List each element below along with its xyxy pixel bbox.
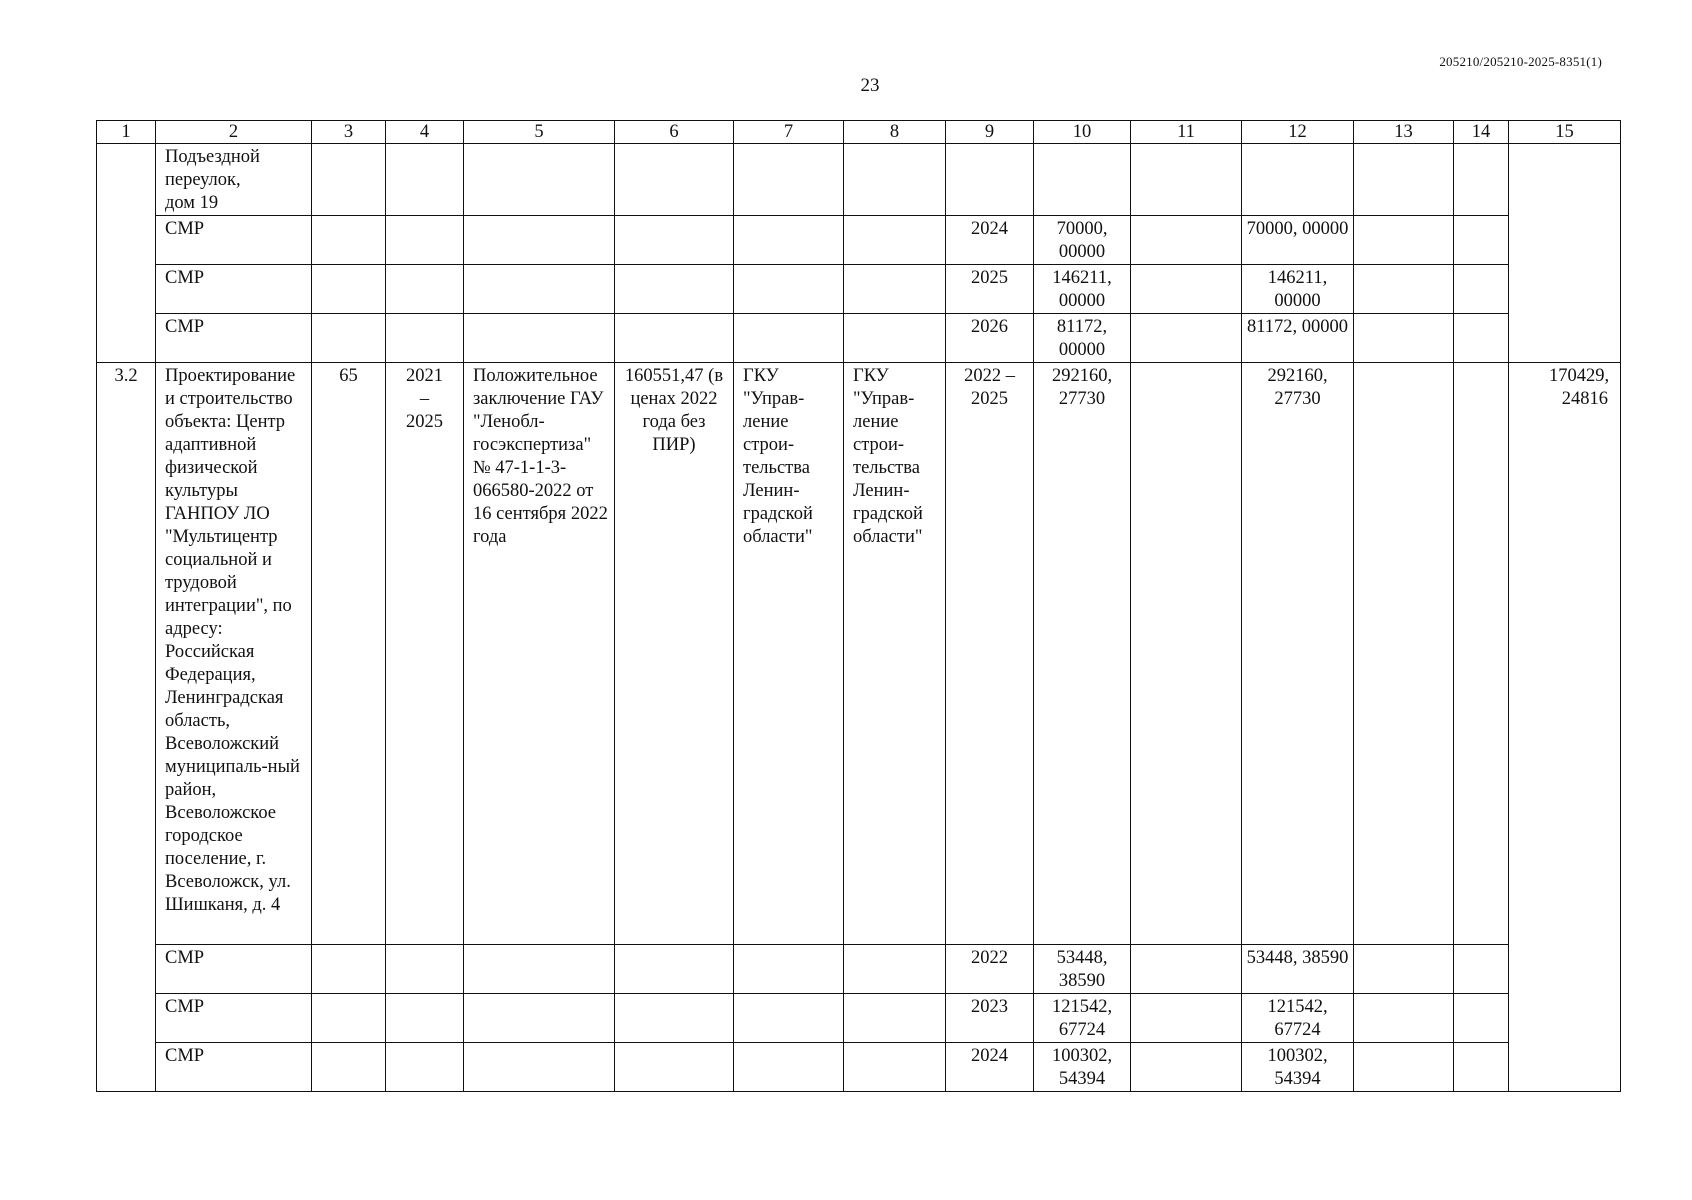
cell-empty: [615, 216, 734, 265]
row-label: СМР: [156, 265, 312, 314]
year-cell: 2026: [946, 314, 1034, 363]
cell-empty: [844, 994, 946, 1043]
column-number: 10: [1034, 121, 1131, 144]
cell-empty: [615, 945, 734, 994]
column-number: 2: [156, 121, 312, 144]
cell-empty: [734, 144, 844, 216]
cell-empty: [312, 314, 386, 363]
cell-empty: [386, 1043, 464, 1092]
column-number: 5: [464, 121, 615, 144]
cell-empty: [386, 144, 464, 216]
value-col12: 100302, 54394: [1242, 1043, 1354, 1092]
column-number: 1: [97, 121, 156, 144]
object-name: Проектирование и строительство объекта: Центр адаптивной физической культуры ГАНПОУ ЛО "Мультицентр социальной и трудовой интеграции", по адресу: Российская Федерация, Ленинградская область, Всеволожский муниципаль-ный район, Всеволожское городское поселение, г. Всеволожск, ул. Шишканя, д. 4: [156, 363, 312, 945]
cell-empty: [1454, 216, 1509, 265]
developer: ГКУ "Управ-ление строи-тельства Ленин-градской области": [844, 363, 946, 945]
cell-empty: [386, 945, 464, 994]
column-number: 13: [1354, 121, 1454, 144]
cell-empty: [1034, 144, 1131, 216]
cell-empty: [1242, 144, 1354, 216]
page-number: 23: [860, 75, 880, 96]
item-number: 3.2: [97, 363, 156, 1092]
cell-empty: [844, 144, 946, 216]
cell-empty: [1454, 144, 1509, 216]
value-col12: 121542, 67724: [1242, 994, 1354, 1043]
column-number: 6: [615, 121, 734, 144]
column-number: 8: [844, 121, 946, 144]
period-col9: 2022 – 2025: [946, 363, 1034, 945]
cell-empty: [844, 945, 946, 994]
cell-empty: [615, 314, 734, 363]
cell-empty: [1454, 1043, 1509, 1092]
expertise-conclusion: Положительное заключение ГАУ "Ленобл-госэкспертиза" № 47-1-1-3-066580-2022 от 16 сентября 2022 года: [464, 363, 615, 945]
column-number-row: [97, 121, 1621, 144]
column-number: 4: [386, 121, 464, 144]
table-row: [97, 945, 1621, 994]
cell-empty: [312, 1043, 386, 1092]
cell-empty: [615, 1043, 734, 1092]
cell-empty: [734, 1043, 844, 1092]
value-col12: 146211, 00000: [1242, 265, 1354, 314]
cell-empty: [844, 1043, 946, 1092]
cell-empty: [1131, 265, 1242, 314]
cell-empty: [312, 216, 386, 265]
column-number: 14: [1454, 121, 1509, 144]
year-cell: 2023: [946, 994, 1034, 1043]
period-col4: 2021 – 2025: [386, 363, 464, 945]
year-cell: 2024: [946, 216, 1034, 265]
cell-empty: [1131, 216, 1242, 265]
cell-empty: [386, 994, 464, 1043]
row-label: СМР: [156, 994, 312, 1043]
cell-empty: [464, 314, 615, 363]
cell-empty: [1454, 314, 1509, 363]
cell-empty: [734, 216, 844, 265]
cell-empty: [844, 265, 946, 314]
cell-empty: [1131, 144, 1242, 216]
row-label: СМР: [156, 1043, 312, 1092]
table-row: [97, 1043, 1621, 1092]
value-col10: 81172, 00000: [1034, 314, 1131, 363]
cell-empty: [615, 994, 734, 1043]
cell-empty: [1454, 363, 1509, 945]
cell-empty: [1354, 945, 1454, 994]
cell-empty: [464, 144, 615, 216]
cell-empty: [946, 144, 1034, 216]
cell-empty: [1454, 265, 1509, 314]
value-col12: 53448, 38590: [1242, 945, 1354, 994]
column-number: 9: [946, 121, 1034, 144]
value-col10: 53448, 38590: [1034, 945, 1131, 994]
cell-empty: [1131, 1043, 1242, 1092]
row-label: СМР: [156, 945, 312, 994]
row-label: СМР: [156, 216, 312, 265]
cell-empty: [1354, 1043, 1454, 1092]
cell-empty: [1509, 144, 1621, 363]
cell-empty: [734, 314, 844, 363]
value-col12: 292160, 27730: [1242, 363, 1354, 945]
year-cell: 2025: [946, 265, 1034, 314]
cell-empty: [312, 994, 386, 1043]
cell-empty: [464, 216, 615, 265]
cell-empty: [1354, 216, 1454, 265]
value-col10: 70000, 00000: [1034, 216, 1131, 265]
value-col12: 70000, 00000: [1242, 216, 1354, 265]
value-col10: 292160, 27730: [1034, 363, 1131, 945]
value-col10: 121542, 67724: [1034, 994, 1131, 1043]
data-table: [96, 120, 1621, 1092]
table-row: [97, 265, 1621, 314]
cell-empty: [734, 945, 844, 994]
cell-empty: [844, 216, 946, 265]
cell-empty: [1131, 314, 1242, 363]
year-cell: 2022: [946, 945, 1034, 994]
value-col10: 146211, 00000: [1034, 265, 1131, 314]
column-number: 11: [1131, 121, 1242, 144]
cell-empty: [1131, 363, 1242, 945]
cell-empty: [386, 216, 464, 265]
table-row: [97, 994, 1621, 1043]
cell-empty: [464, 265, 615, 314]
column-number: 3: [312, 121, 386, 144]
cell-empty: [1131, 945, 1242, 994]
customer: ГКУ "Управ-ление строи-тельства Ленин-градской области": [734, 363, 844, 945]
cell-empty: [464, 994, 615, 1043]
cell-empty: [386, 314, 464, 363]
table-row: [97, 314, 1621, 363]
year-cell: 2024: [946, 1043, 1034, 1092]
cell-empty: [464, 1043, 615, 1092]
cell-empty: [1454, 994, 1509, 1043]
cell-empty: [464, 945, 615, 994]
table-row: [97, 363, 1621, 945]
column-number: 7: [734, 121, 844, 144]
cell-empty: [615, 265, 734, 314]
table-row: [97, 144, 1621, 216]
estimated-cost: 160551,47 (в ценах 2022 года без ПИР): [615, 363, 734, 945]
value-col12: 81172, 00000: [1242, 314, 1354, 363]
value-col3: 65: [312, 363, 386, 945]
column-number: 12: [1242, 121, 1354, 144]
cell-empty: [312, 144, 386, 216]
cell-empty: [1354, 994, 1454, 1043]
cell-empty: [1354, 314, 1454, 363]
cell-empty: [1131, 994, 1242, 1043]
cell-empty: [312, 945, 386, 994]
cell-empty: [844, 314, 946, 363]
value-col10: 100302, 54394: [1034, 1043, 1131, 1092]
cell-empty: [312, 265, 386, 314]
column-number: 15: [1509, 121, 1621, 144]
cell-empty: [1354, 265, 1454, 314]
cell-empty: [97, 144, 156, 363]
object-name-continuation: Подъездной переулок, дом 19: [156, 144, 312, 216]
cell-empty: [386, 265, 464, 314]
cell-empty: [1454, 945, 1509, 994]
value-col15: 170429, 24816: [1509, 363, 1621, 1092]
cell-empty: [615, 144, 734, 216]
cell-empty: [1354, 363, 1454, 945]
table-row: [97, 216, 1621, 265]
cell-empty: [1354, 144, 1454, 216]
row-label: СМР: [156, 314, 312, 363]
cell-empty: [734, 994, 844, 1043]
cell-empty: [734, 265, 844, 314]
document-id: 205210/205210-2025-8351(1): [1439, 54, 1602, 69]
